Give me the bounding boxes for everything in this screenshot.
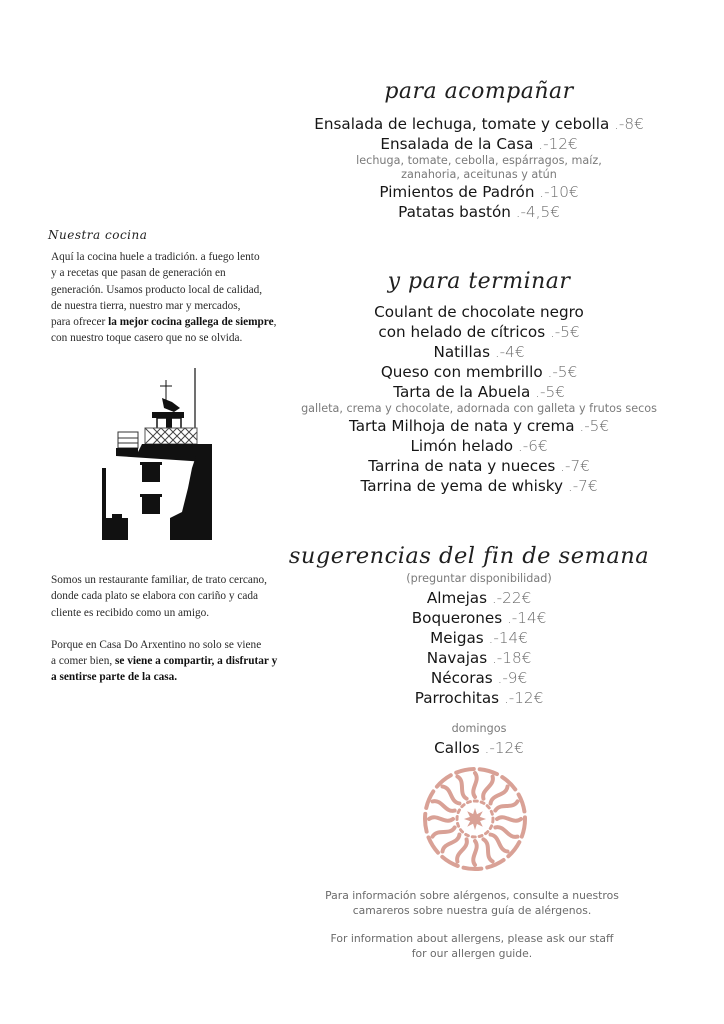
terminar-items (284, 302, 674, 496)
emphasis-text: a sentirse parte de la casa. (51, 671, 178, 684)
item-price: .-10€ (539, 183, 579, 201)
text-line: de nuestra tierra, nuestro mar y mercados, (51, 299, 241, 312)
text-line: Somos un restaurante familiar, de trato cercano, (51, 574, 267, 586)
menu-item (284, 608, 674, 628)
emphasis-text: se viene a compartir, a disfrutar y (115, 655, 278, 668)
item-name: Pimientos de Padrón (379, 183, 535, 201)
item-name: con helado de cítricos (378, 323, 546, 341)
section-title: para acompañar (384, 79, 574, 104)
section-title: sugerencias del fin de semana (288, 543, 650, 569)
allergen-en-line: for our allergen guide. (411, 946, 533, 960)
item-price: .-4€ (494, 343, 525, 361)
sunday-label: domingos (451, 722, 507, 735)
menu-item (284, 302, 674, 322)
text-line (51, 669, 301, 685)
item-name: Queso con membrillo (380, 363, 543, 381)
intro-paragraph (51, 249, 301, 347)
item-description: zanahoria, aceitunas y atún (401, 168, 557, 181)
item-price: .-9€ (497, 669, 528, 687)
availability-note: (preguntar disponibilidad) (406, 572, 552, 585)
menu-item (284, 456, 674, 476)
text-run: , (273, 316, 277, 329)
item-price: .-22€ (491, 589, 532, 607)
allergen-es-line: Para información sobre alérgenos, consulte a nuestros (325, 889, 619, 902)
item-price: .-18€ (491, 649, 532, 667)
item-name: Natillas (433, 343, 491, 361)
item-name: Ensalada de la Casa (380, 135, 534, 153)
menu-item (284, 134, 674, 154)
item-price: .-8€ (614, 115, 644, 133)
menu-item (284, 382, 674, 402)
about-paragraph (51, 572, 301, 686)
item-price: .-6€ (517, 437, 548, 455)
item-name: Boquerones (411, 609, 503, 627)
item-price: .-5€ (579, 417, 610, 435)
allergen-en-line: For information about allergens, please ask our staff (330, 932, 614, 945)
item-name: Coulant de chocolate negro (374, 303, 584, 321)
allergen-es-line: camareros sobre nuestra guía de alérgenos. (352, 903, 592, 917)
item-price: .-5€ (547, 363, 578, 381)
item-price: .-5€ (535, 383, 565, 401)
menu-item (284, 648, 674, 668)
item-price: .-12€ (503, 689, 544, 707)
menu-item (284, 688, 674, 708)
item-description: lechuga, tomate, cebolla, espárragos, maíz, (356, 154, 602, 167)
emphasis-text: la mejor cocina gallega de siempre (108, 316, 274, 329)
section-terminar (284, 268, 674, 296)
text-line: con nuestro toque casero que no se olvida. (51, 332, 243, 345)
menu-item (284, 202, 674, 222)
item-name: Tarrina de nata y nueces (368, 457, 556, 475)
text-run: a comer bien, (51, 655, 115, 668)
menu-item (284, 182, 674, 202)
text-line (51, 653, 301, 669)
allergen-notice (292, 889, 652, 961)
menu-item (284, 738, 674, 758)
menu-item (284, 342, 674, 362)
section-sugerencias (274, 542, 664, 570)
item-name: Almejas (426, 589, 488, 607)
item-price: .-7€ (567, 477, 598, 495)
item-price: .-12€ (538, 135, 578, 153)
item-price: .-12€ (484, 739, 524, 757)
item-name: Tarta Milhoja de nata y crema (348, 417, 575, 435)
section-title: y para terminar (387, 269, 571, 294)
sugerencias-items (284, 571, 674, 708)
item-price: .-14€ (506, 609, 547, 627)
sunday-special (284, 721, 674, 758)
item-name: Parrochitas (414, 689, 500, 707)
item-price: .-7€ (560, 457, 590, 475)
menu-item (284, 476, 674, 496)
item-name: Limón helado (410, 437, 514, 455)
section-acompanar (284, 78, 674, 106)
menu-item (284, 436, 674, 456)
nuestra-cocina-title: Nuestra cocina (48, 228, 148, 242)
item-price: .-5€ (549, 323, 580, 341)
menu-item (284, 628, 674, 648)
text-line: y a recetas que pasan de generación en (51, 267, 226, 280)
menu-item (284, 416, 674, 436)
item-price: .-14€ (488, 629, 528, 647)
item-name: Callos (434, 739, 480, 757)
item-name: Nécoras (430, 669, 493, 687)
text-line: cliente es recibido como un amigo. (51, 606, 210, 619)
mandala-ornament-icon (421, 765, 529, 873)
item-name: Navajas (426, 649, 488, 667)
item-name: Tarrina de yema de whisky (360, 477, 564, 495)
text-run: para ofrecer (51, 316, 109, 329)
item-name: Ensalada de lechuga, tomate y cebolla (314, 115, 610, 133)
text-line: generación. Usamos producto local de calidad, (51, 283, 263, 296)
item-name: Tarta de la Abuela (393, 383, 531, 401)
acompanar-items (284, 114, 674, 222)
item-name: Meigas (430, 629, 484, 647)
text-line: Porque en Casa Do Arxentino no solo se viene (51, 638, 262, 651)
menu-item (284, 114, 674, 134)
item-price: .-4,5€ (515, 203, 560, 221)
menu-item (284, 668, 674, 688)
text-line: Aquí la cocina huele a tradición. a fuego lento (51, 251, 260, 263)
item-name: Patatas bastón (398, 203, 511, 221)
menu-item (284, 362, 674, 382)
lighthouse-illustration (100, 368, 240, 540)
text-line (51, 314, 301, 330)
text-line: donde cada plato se elabora con cariño y cada (51, 590, 259, 603)
menu-item (284, 322, 674, 342)
menu-item (284, 588, 674, 608)
item-description: galleta, crema y chocolate, adornada con galleta y frutos secos (301, 402, 657, 415)
